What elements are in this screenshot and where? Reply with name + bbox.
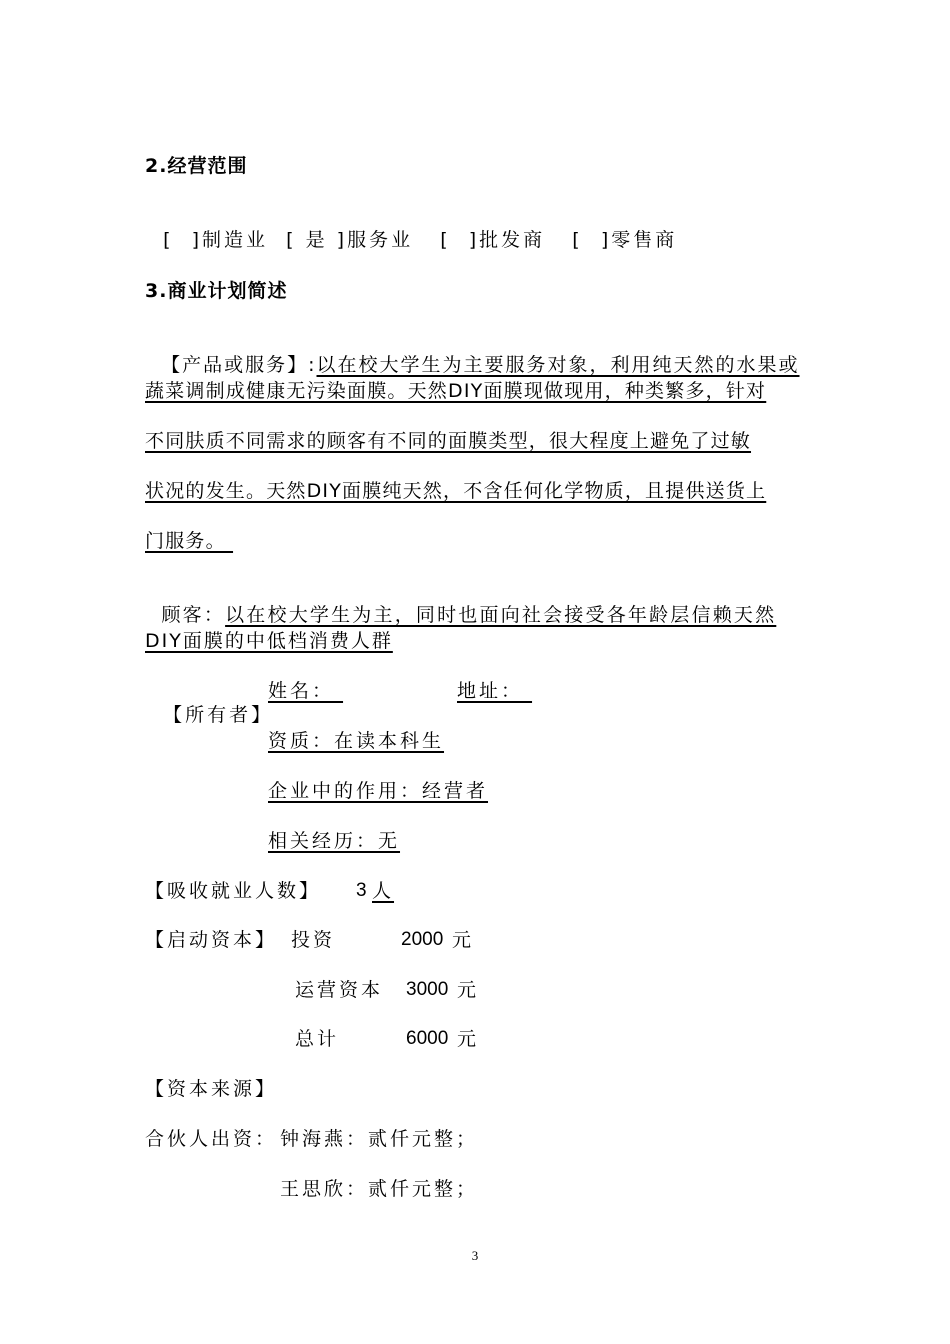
customer-line-2: DIY面膜的中低档消费人群: [145, 630, 393, 652]
product-label: 【产品或服务】:: [161, 354, 317, 376]
capital-amount-investment: 2000: [401, 929, 444, 950]
owner-name-field: 姓名：: [268, 680, 344, 702]
owner-label: 【所有者】: [163, 704, 274, 726]
partner-intro: 合伙人出资：: [145, 1128, 278, 1150]
owner-address-field: 地址：: [457, 680, 533, 702]
capital-unit-total: 元: [457, 1028, 480, 1050]
page-number: 3: [471, 1248, 479, 1263]
employment-label: 【吸收就业人数】: [145, 880, 322, 902]
capital-unit-investment: 元: [452, 929, 475, 951]
product-text: 以在校大学生为主要服务对象，利用纯天然的水果或: [316, 354, 800, 376]
owner-row: [145, 679, 273, 727]
option-retail[interactable]: [ ]零售商: [572, 229, 678, 251]
customer-text: 以在校大学生为主，同时也面向社会接受各年龄层信赖天然: [225, 604, 777, 626]
startup-capital-label: 【启动资本】: [145, 929, 278, 951]
capital-item-investment: 投资: [291, 929, 336, 951]
owner-qualification: 资质：在读本科生: [268, 730, 445, 752]
owner-experience: 相关经历：无: [268, 830, 401, 852]
product-line-4: 状况的发生。天然DIY面膜纯天然，不含任何化学物质，且提供送货上: [145, 480, 767, 502]
customer-line-1: [145, 579, 776, 627]
employment-unit: 人: [372, 880, 395, 902]
section-3-heading: 3.商业计划简述: [145, 280, 288, 302]
option-manufacturing[interactable]: [ ]制造业: [163, 229, 269, 251]
product-line-3: 不同肤质不同需求的顾客有不同的面膜类型，很大程度上避免了过敏: [145, 430, 752, 452]
customer-label: 顾客：: [161, 604, 226, 626]
partner-1-amount: 贰仟元整；: [368, 1128, 479, 1150]
employment-count: 3: [356, 880, 367, 901]
product-line-1: [145, 329, 800, 377]
partner-1-name: 钟海燕：: [280, 1128, 369, 1150]
section-2-heading: 2.经营范围: [145, 155, 248, 177]
product-line-2: 蔬菜调制成健康无污染面膜。天然DIY面膜现做现用，种类繁多，针对: [145, 380, 767, 402]
capital-unit-operating: 元: [457, 979, 480, 1001]
product-line-5: 门服务。: [145, 530, 234, 552]
capital-amount-total: 6000: [406, 1028, 449, 1049]
option-wholesale[interactable]: [ ]批发商: [440, 229, 546, 251]
business-scope-options: [145, 204, 677, 252]
capital-amount-operating: 3000: [406, 979, 449, 1000]
partner-2-name: 王思欣：: [280, 1178, 369, 1200]
capital-source-label: 【资本来源】: [145, 1078, 278, 1100]
capital-item-operating: 运营资本: [295, 979, 384, 1001]
owner-role: 企业中的作用：经营者: [268, 780, 489, 802]
partner-2-amount: 贰仟元整；: [368, 1178, 479, 1200]
capital-item-total: 总计: [295, 1028, 340, 1050]
option-service[interactable]: [ 是 ]服务业: [286, 229, 414, 251]
